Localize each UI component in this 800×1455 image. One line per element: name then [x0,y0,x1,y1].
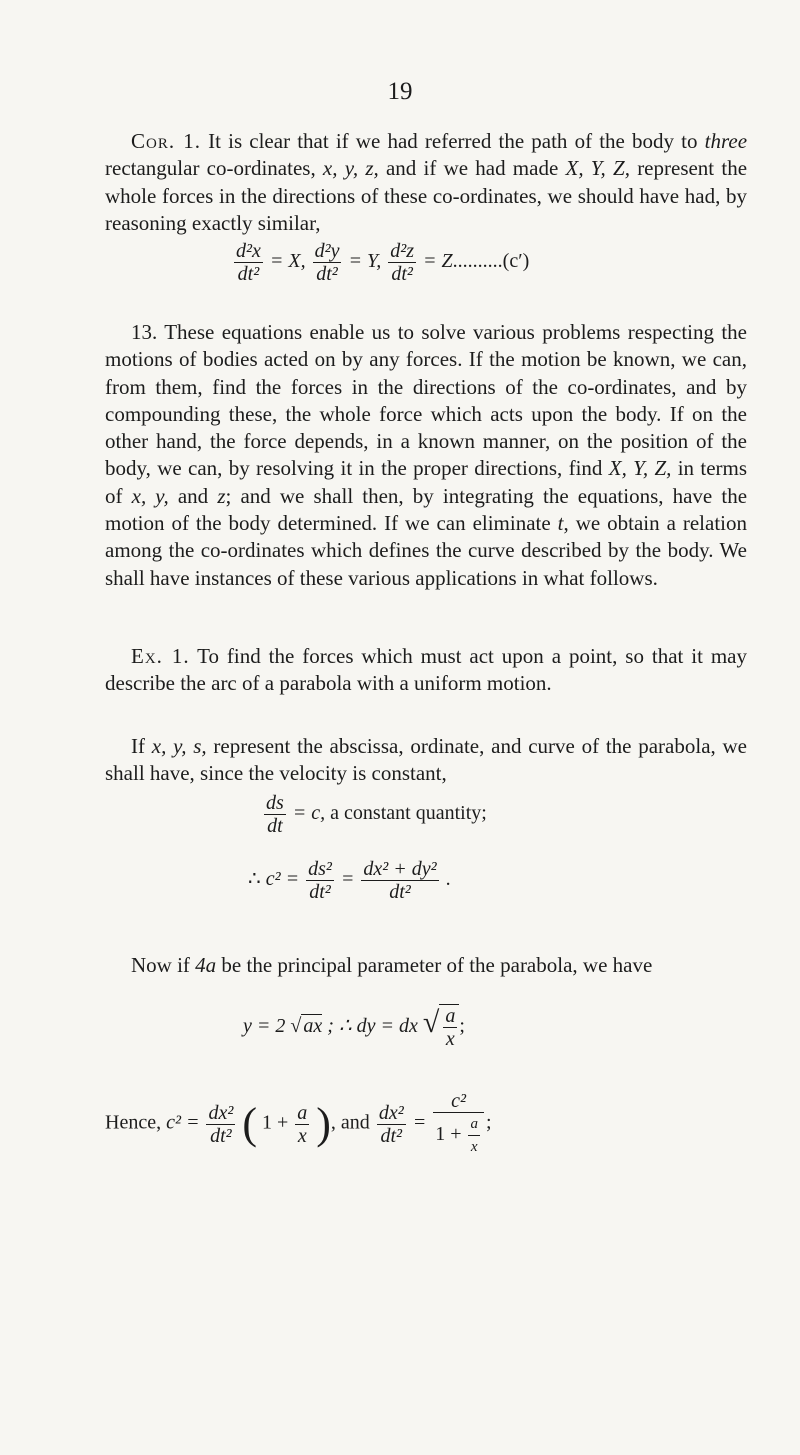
text: Now if [131,953,190,977]
eq-sign: = [340,868,355,891]
example-label: Ex. 1. [131,644,190,668]
text: and [177,483,209,508]
eq-rhs: = Y, [348,250,382,273]
eq-num: ds [266,792,284,814]
math-vars: X, Y, Z, [608,456,672,481]
eq-sign: = [412,1111,427,1134]
radicand: ax [303,1015,323,1038]
equation-label: ..........(c′) [452,250,530,273]
text: ; and we shall then, by integrating the equations, have the motion of the body determined. If we can eliminate [105,483,748,536]
eq-den: dt² [306,880,334,903]
text: If [131,734,145,758]
section-number: 13. [131,320,158,344]
now-paragraph [105,952,747,979]
math-vars: x, y, [131,483,169,508]
equation-ds-dt [262,792,487,837]
equation-y: y = 2 √ ax ; ∴ dy = dx √ $\frac{a}{x}$ ; [243,1005,465,1050]
eq-den: dt² [361,880,438,903]
eq-num: c² [451,1090,467,1112]
text: in terms of [105,456,748,508]
text: represent the whole forces in the directions of these co-ordinates, we should have had, by reasoning exactly similar, [105,156,748,235]
eq-lhs: c² = [265,868,300,891]
eq-num: d²y [314,240,340,262]
math-vars: x, y, s, [151,734,207,758]
eq-end: ; [459,1015,465,1038]
eq-den: x [468,1135,480,1158]
eq-rhs: = c, [292,802,326,825]
eq-num: dx² [378,1101,404,1124]
math-vars: t [557,511,564,536]
text: represent the abscissa, ordinate, and curve of the parabola, we shall have, since the velocity is constant, [105,734,748,786]
therefore-symbol: ∴ [248,868,261,891]
text: To find the forces which must act upon a point, so that it may describe the arc of a parabola with a uniform motion. [105,644,747,696]
example-1-paragraph [105,643,747,698]
eq-num: a [470,1116,478,1132]
text: and if we had made [385,156,559,181]
eq-num: ds² [308,858,332,880]
corollary-label: Cor. 1. [131,129,201,153]
eq-den: dt² [388,262,416,285]
eq-text: Hence, [105,1111,162,1134]
eq-text: , and [330,1111,370,1134]
section-13-paragraph [105,319,747,592]
eq-num: dx² [208,1101,234,1124]
eq-text: a constant quantity; [330,802,487,825]
math-vars: 4a [195,953,217,977]
equation-c-squared [248,858,451,903]
eq-num: a [297,1101,308,1124]
text: be the principal parameter of the parabola, we have [221,953,653,977]
eq-lhs: c² = [166,1111,200,1134]
eq-lhs: y = 2 [243,1015,286,1038]
eq-num: d²x [236,240,261,262]
eq-num: d²z [390,240,415,262]
text: , we obtain a relation among the co-ordinates which defines the curve described by the body. We shall have instances of these various applications in what follows. [105,511,747,590]
emphasis: three [704,129,748,153]
eq-end: ; [485,1111,492,1134]
corollary-paragraph [105,128,747,237]
eq-term: 1 + [435,1123,462,1146]
text: These equations enable us to solve various problems respecting the motions of bodies acted on by any forces. If the motion be known, we can, from them, find the forces in the directions of the co-ordinates, and by compounding these, the whole force which acts upon the body. If on the other hand, the force depends, in a known manner, on the position of the body, we can, by resolving it in the proper directions, find [105,320,747,481]
eq-den: dt² [234,262,263,285]
text: rectangular co-ordinates, [105,156,316,181]
eq-den: x [295,1124,309,1147]
eq-den: dt² [206,1124,235,1147]
eq-term: 1 + [261,1111,289,1134]
eq-end: . [445,868,451,891]
eq-mid: ; ∴ dy = dx [327,1015,418,1038]
math-vars: X, Y, Z, [565,156,630,181]
eq-num: dx² + dy² [363,858,437,880]
math-vars: x, y, z, [322,156,379,181]
page-number: 19 [387,78,413,105]
eq-rhs: = X, [269,250,306,273]
parabola-paragraph [105,733,747,788]
math-vars: z [217,483,226,508]
eq-num: a [445,1005,456,1027]
eq-den: dt² [377,1124,406,1147]
eq-den: dt [264,814,286,837]
eq-den: dt² [313,262,342,285]
equation-c-prime [232,240,529,285]
eq-rhs: = Z [423,250,453,273]
equation-hence: Hence, c² = $\frac{\text{dx²}}{\text{dt²}}$ ( 1 + $\frac{a}{x}$ ), and $\frac{\text{dx²}}{\text{dt²}}$ = c² 1 + $\frac{a}{x}$ ; [105,1090,492,1158]
text: It is clear that if we had referred the path of the body to [208,129,698,153]
eq-den: x [443,1027,457,1050]
